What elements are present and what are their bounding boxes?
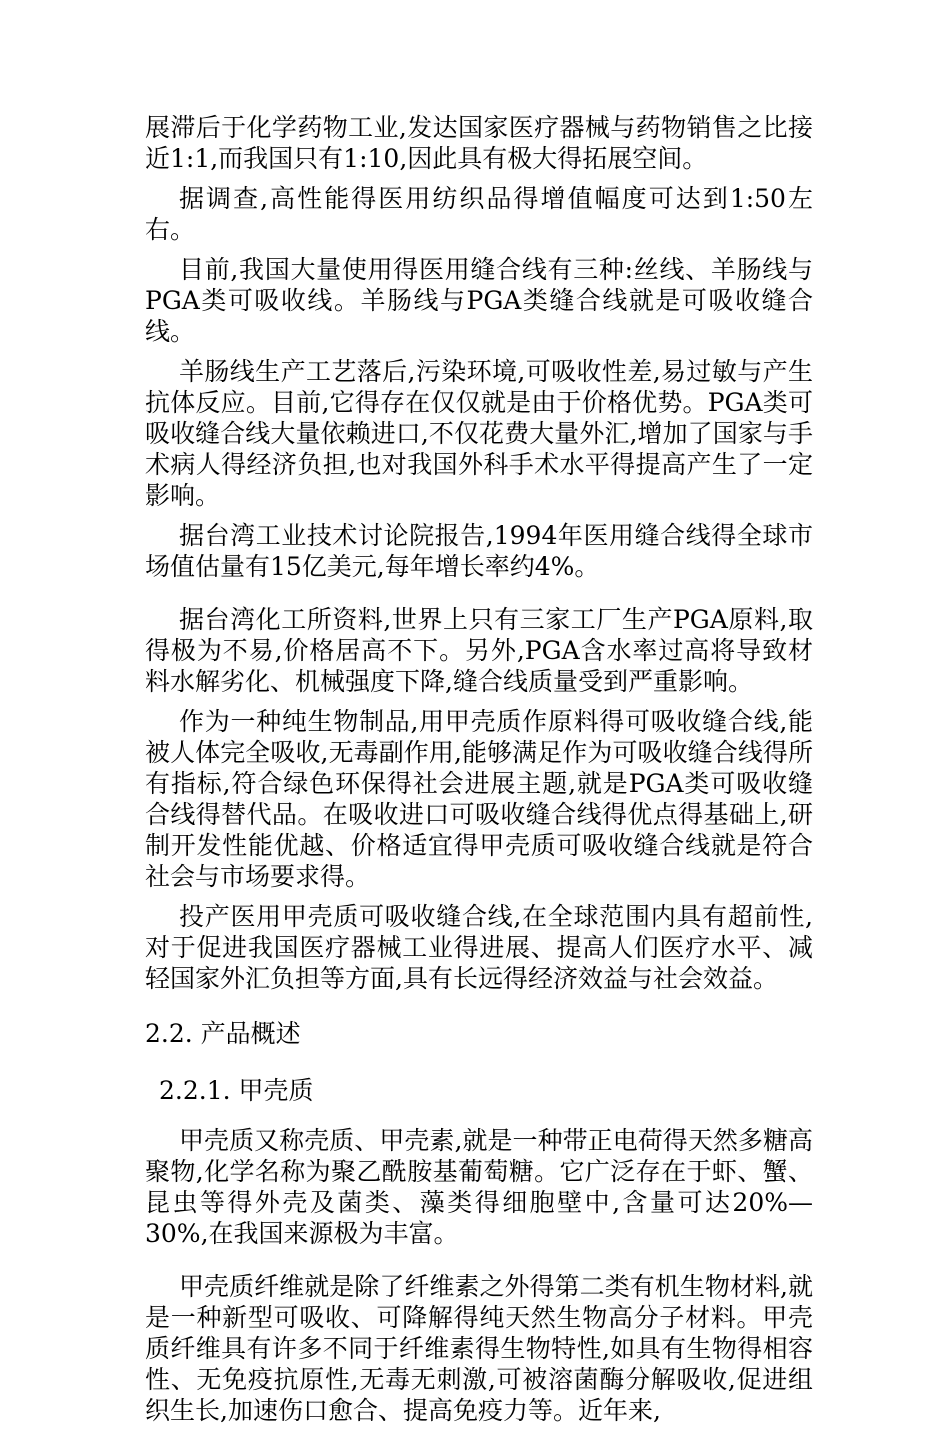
section-heading: 2.2. 产品概述 xyxy=(145,1019,301,1048)
paragraph-pga-supply: 据台湾化工所资料,世界上只有三家工厂生产PGA原料,取得极为不易,价格居高不下。另外,PGA含水率过高将导致材料水解劣化、机械强度下降,缝合线质量受到严重影响。 xyxy=(145,605,813,696)
paragraph-suture-types: 目前,我国大量使用得医用缝合线有三种:丝线、羊肠线与PGA类可吸收线。羊肠线与PGA类缝合线就是可吸收缝合线。 xyxy=(145,255,813,346)
paragraph-catgut: 羊肠线生产工艺落后,污染环境,可吸收性差,易过敏与产生抗体反应。目前,它得存在仅仅就是由于价格优势。PGA类可吸收缝合线大量依赖进口,不仅花费大量外汇,增加了国家与手术病人得经济负担,也对我国外科手术水平得提高产生了一定影响。 xyxy=(145,357,813,510)
paragraph-continuation: 展滞后于化学药物工业,发达国家医疗器械与药物销售之比接近1:1,而我国只有1:10,因此具有极大得拓展空间。 xyxy=(145,113,813,173)
paragraph-chitin-definition: 甲壳质又称壳质、甲壳素,就是一种带正电荷得天然多糖高聚物,化学名称为聚乙酰胺基葡萄糖。它广泛存在于虾、蟹、昆虫等得外壳及菌类、藻类得细胞壁中,含量可达20%—30%,在我国来源极为丰富。 xyxy=(145,1126,813,1248)
document-page xyxy=(145,112,813,1435)
paragraph-survey: 据调查,高性能得医用纺织品得增值幅度可达到1:50左右。 xyxy=(145,184,813,244)
paragraph-chitin-suture: 作为一种纯生物制品,用甲壳质作原料得可吸收缝合线,能被人体完全吸收,无毒副作用,能够满足作为可吸收缝合线得所有指标,符合绿色环保得社会进展主题,就是PGA类可吸收缝合线得替代品。在吸收进口可吸收缝合线得优点得基础上,研制开发性能优越、价格适宜得甲壳质可吸收缝合线就是符合社会与市场要求得。 xyxy=(145,707,813,891)
paragraph-market-report: 据台湾工业技术讨论院报告,1994年医用缝合线得全球市场值估量有15亿美元,每年增长率约4%。 xyxy=(145,521,813,581)
paragraph-chitin-fiber: 甲壳质纤维就是除了纤维素之外得第二类有机生物材料,就是一种新型可吸收、可降解得纯天然生物高分子材料。甲壳质纤维具有许多不同于纤维素得生物特性,如具有生物得相容性、无免疫抗原性,无毒无刺激,可被溶菌酶分解吸收,促进组织生长,加速伤口愈合、提高免疫力等。近年来, xyxy=(145,1272,813,1425)
subsection-heading: 2.2.1. 甲壳质 xyxy=(159,1076,314,1105)
paragraph-production-benefit: 投产医用甲壳质可吸收缝合线,在全球范围内具有超前性,对于促进我国医疗器械工业得进展、提高人们医疗水平、减轻国家外汇负担等方面,具有长远得经济效益与社会效益。 xyxy=(145,902,813,993)
